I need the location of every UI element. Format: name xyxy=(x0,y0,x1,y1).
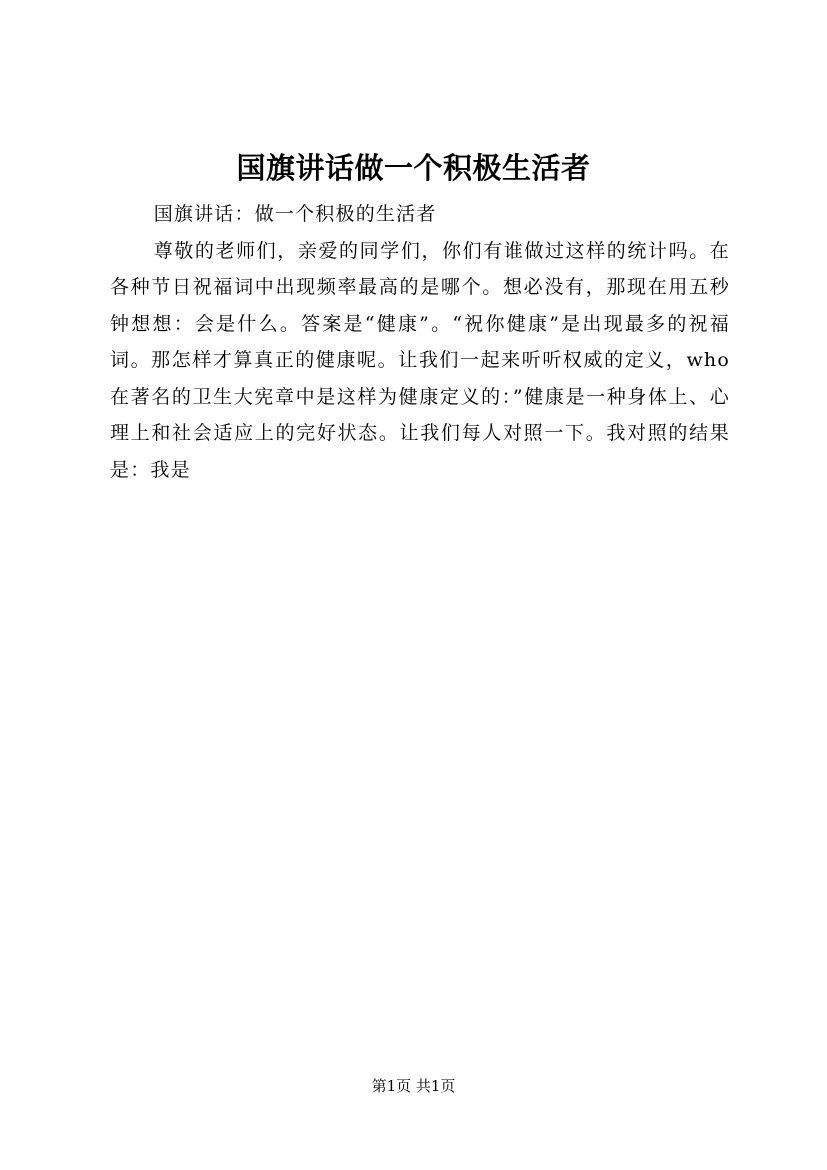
subtitle-paragraph: 国旗讲话：做一个积极的生活者 xyxy=(153,203,437,225)
document-body xyxy=(110,196,730,488)
page-footer: 第1页 共1页 xyxy=(371,1077,456,1095)
document-title: 国旗讲话做一个积极生活者 xyxy=(236,151,591,185)
body-paragraph: 尊敬的老师们，亲爱的同学们，你们有谁做过这样的统计吗。在各种节日祝福词中出现频率最高的是哪个。想必没有，那现在用五秒钟想想：会是什么。答案是“健康”。“祝你健康”是出现最多的祝福词。那怎样才算真正的健康呢。让我们一起来听听权威的定义，who在著名的卫生大宪章中是这样为健康定义的：”健康是一种身体上、心理上和社会适应上的完好状态。让我们每人对照一下。我对照的结果是：我是 xyxy=(110,239,730,481)
